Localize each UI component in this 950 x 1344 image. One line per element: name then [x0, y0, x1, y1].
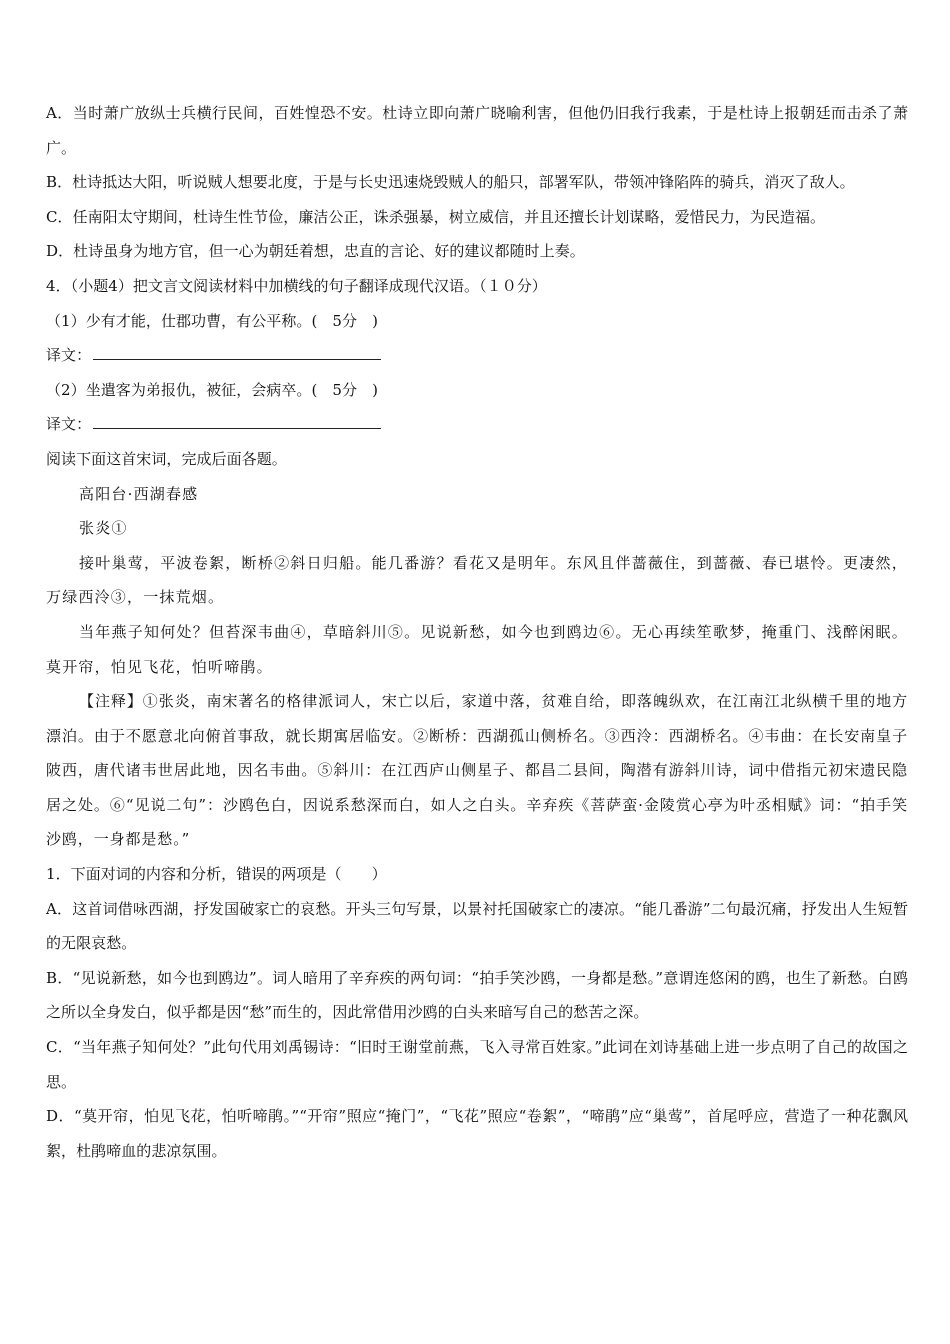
q4-item-2: （2）坐遣客为弟报仇，被征，会病卒。( 5分 )	[46, 380, 378, 399]
q3-option-b: B．杜诗抵达大阳，听说贼人想要北度，于是与长史迅速烧毁贼人的船只，部署军队，带领冲锋陷阵的骑兵，消灭了敌人。	[46, 173, 855, 192]
q4-item-1: （1）少有才能，仕郡功曹，有公平称。( 5分 )	[46, 311, 378, 330]
answer-blank-1[interactable]	[93, 341, 381, 360]
document-content	[46, 96, 908, 1168]
answer-blank-2[interactable]	[93, 410, 381, 429]
poem-note: 【注释】①张炎，南宋著名的格律派词人，宋亡以后，家道中落，贫难自给，即落魄纵欢，在江南江北纵横千里的地方漂泊。由于不愿意北向俯首事敌，就长期寓居临安。②断桥：西湖孤山侧桥名。③西泠：西湖桥名。④韦曲：在长安南皇子陂西，唐代诸韦世居此地，因名韦曲。⑤斜川：在江西庐山侧星子、都昌二县间，陶潜有游斜川诗，词中借指元初宋遗民隐居之处。⑥“见说二句”：沙鸥色白，因说系愁深而白，如人之白头。辛弃疾《菩萨蛮·金陵赏心亭为叶丞相赋》词：“拍手笑沙鸥，一身都是愁。”	[46, 692, 908, 849]
poem-stanza-2: 当年燕子知何处？但苔深韦曲④，草暗斜川⑤。见说新愁，如今也到鸥边⑥。无心再续笙歌梦，掩重门、浅醉闲眠。莫开帘，怕见飞花，怕听啼鹃。	[46, 622, 908, 676]
q1-option-c: C．“当年燕子知何处？”此句代用刘禹锡诗：“旧时王谢堂前燕，飞入寻常百姓家。”此词在刘诗基础上进一步点明了自己的故国之思。	[46, 1038, 908, 1091]
poem-intro: 阅读下面这首宋词，完成后面各题。	[46, 449, 287, 468]
q4-stem: 4．（小题4）把文言文阅读材料中加横线的句子翻译成现代汉语。（１０分）	[46, 276, 547, 295]
q1-option-b: B．“见说新愁，如今也到鸥边”。词人暗用了辛弃疾的两句词：“拍手笑沙鸥，一身都是愁。”意谓连悠闲的鸥，也生了新愁。白鸥之所以全身发白，似乎都是因“愁”而生的，因此常借用沙鸥的白头来暗写自己的愁苦之深。	[46, 968, 908, 1022]
q1-option-d: D．“莫开帘，怕见飞花，怕听啼鹃。”“开帘”照应“掩门”，“飞花”照应“卷絮”，“啼鹃”应“巢莺”，首尾呼应，营造了一种花飘风絮，杜鹃啼血的悲凉氛围。	[46, 1107, 908, 1160]
poem-author: 张炎①	[79, 519, 128, 538]
q3-option-c: C．任南阳太守期间，杜诗生性节俭，廉洁公正，诛杀强暴，树立威信，并且还擅长计划谋略，爱惜民力，为民造福。	[46, 207, 826, 226]
q1-stem: 1．下面对词的内容和分析，错误的两项是（ ）	[46, 865, 387, 884]
answer-label-2: 译文：	[46, 415, 92, 434]
q3-option-a: A．当时萧广放纵士兵横行民间，百姓惶恐不安。杜诗立即向萧广晓喻利害，但他仍旧我行我素，于是杜诗上报朝廷而击杀了萧广。	[46, 104, 908, 157]
q4-answer-2	[46, 407, 908, 442]
q1-option-a: A．这首词借咏西湖，抒发国破家亡的哀愁。开头三句写景，以景衬托国破家亡的凄凉。“能几番游”二句最沉痛，抒发出人生短暂的无限哀愁。	[46, 899, 908, 953]
answer-label-1: 译文：	[46, 346, 92, 365]
q3-option-d: D．杜诗虽身为地方官，但一心为朝廷着想，忠直的言论、好的建议都随时上奏。	[46, 242, 585, 261]
poem-stanza-1: 接叶巢莺，平波卷絮，断桥②斜日归船。能几番游？看花又是明年。东风且伴蔷薇住，到蔷薇、春已堪怜。更凄然，万绿西泠③，一抹荒烟。	[46, 553, 908, 607]
poem-title: 高阳台·西湖春感	[79, 484, 199, 503]
q4-answer-1	[46, 338, 908, 373]
